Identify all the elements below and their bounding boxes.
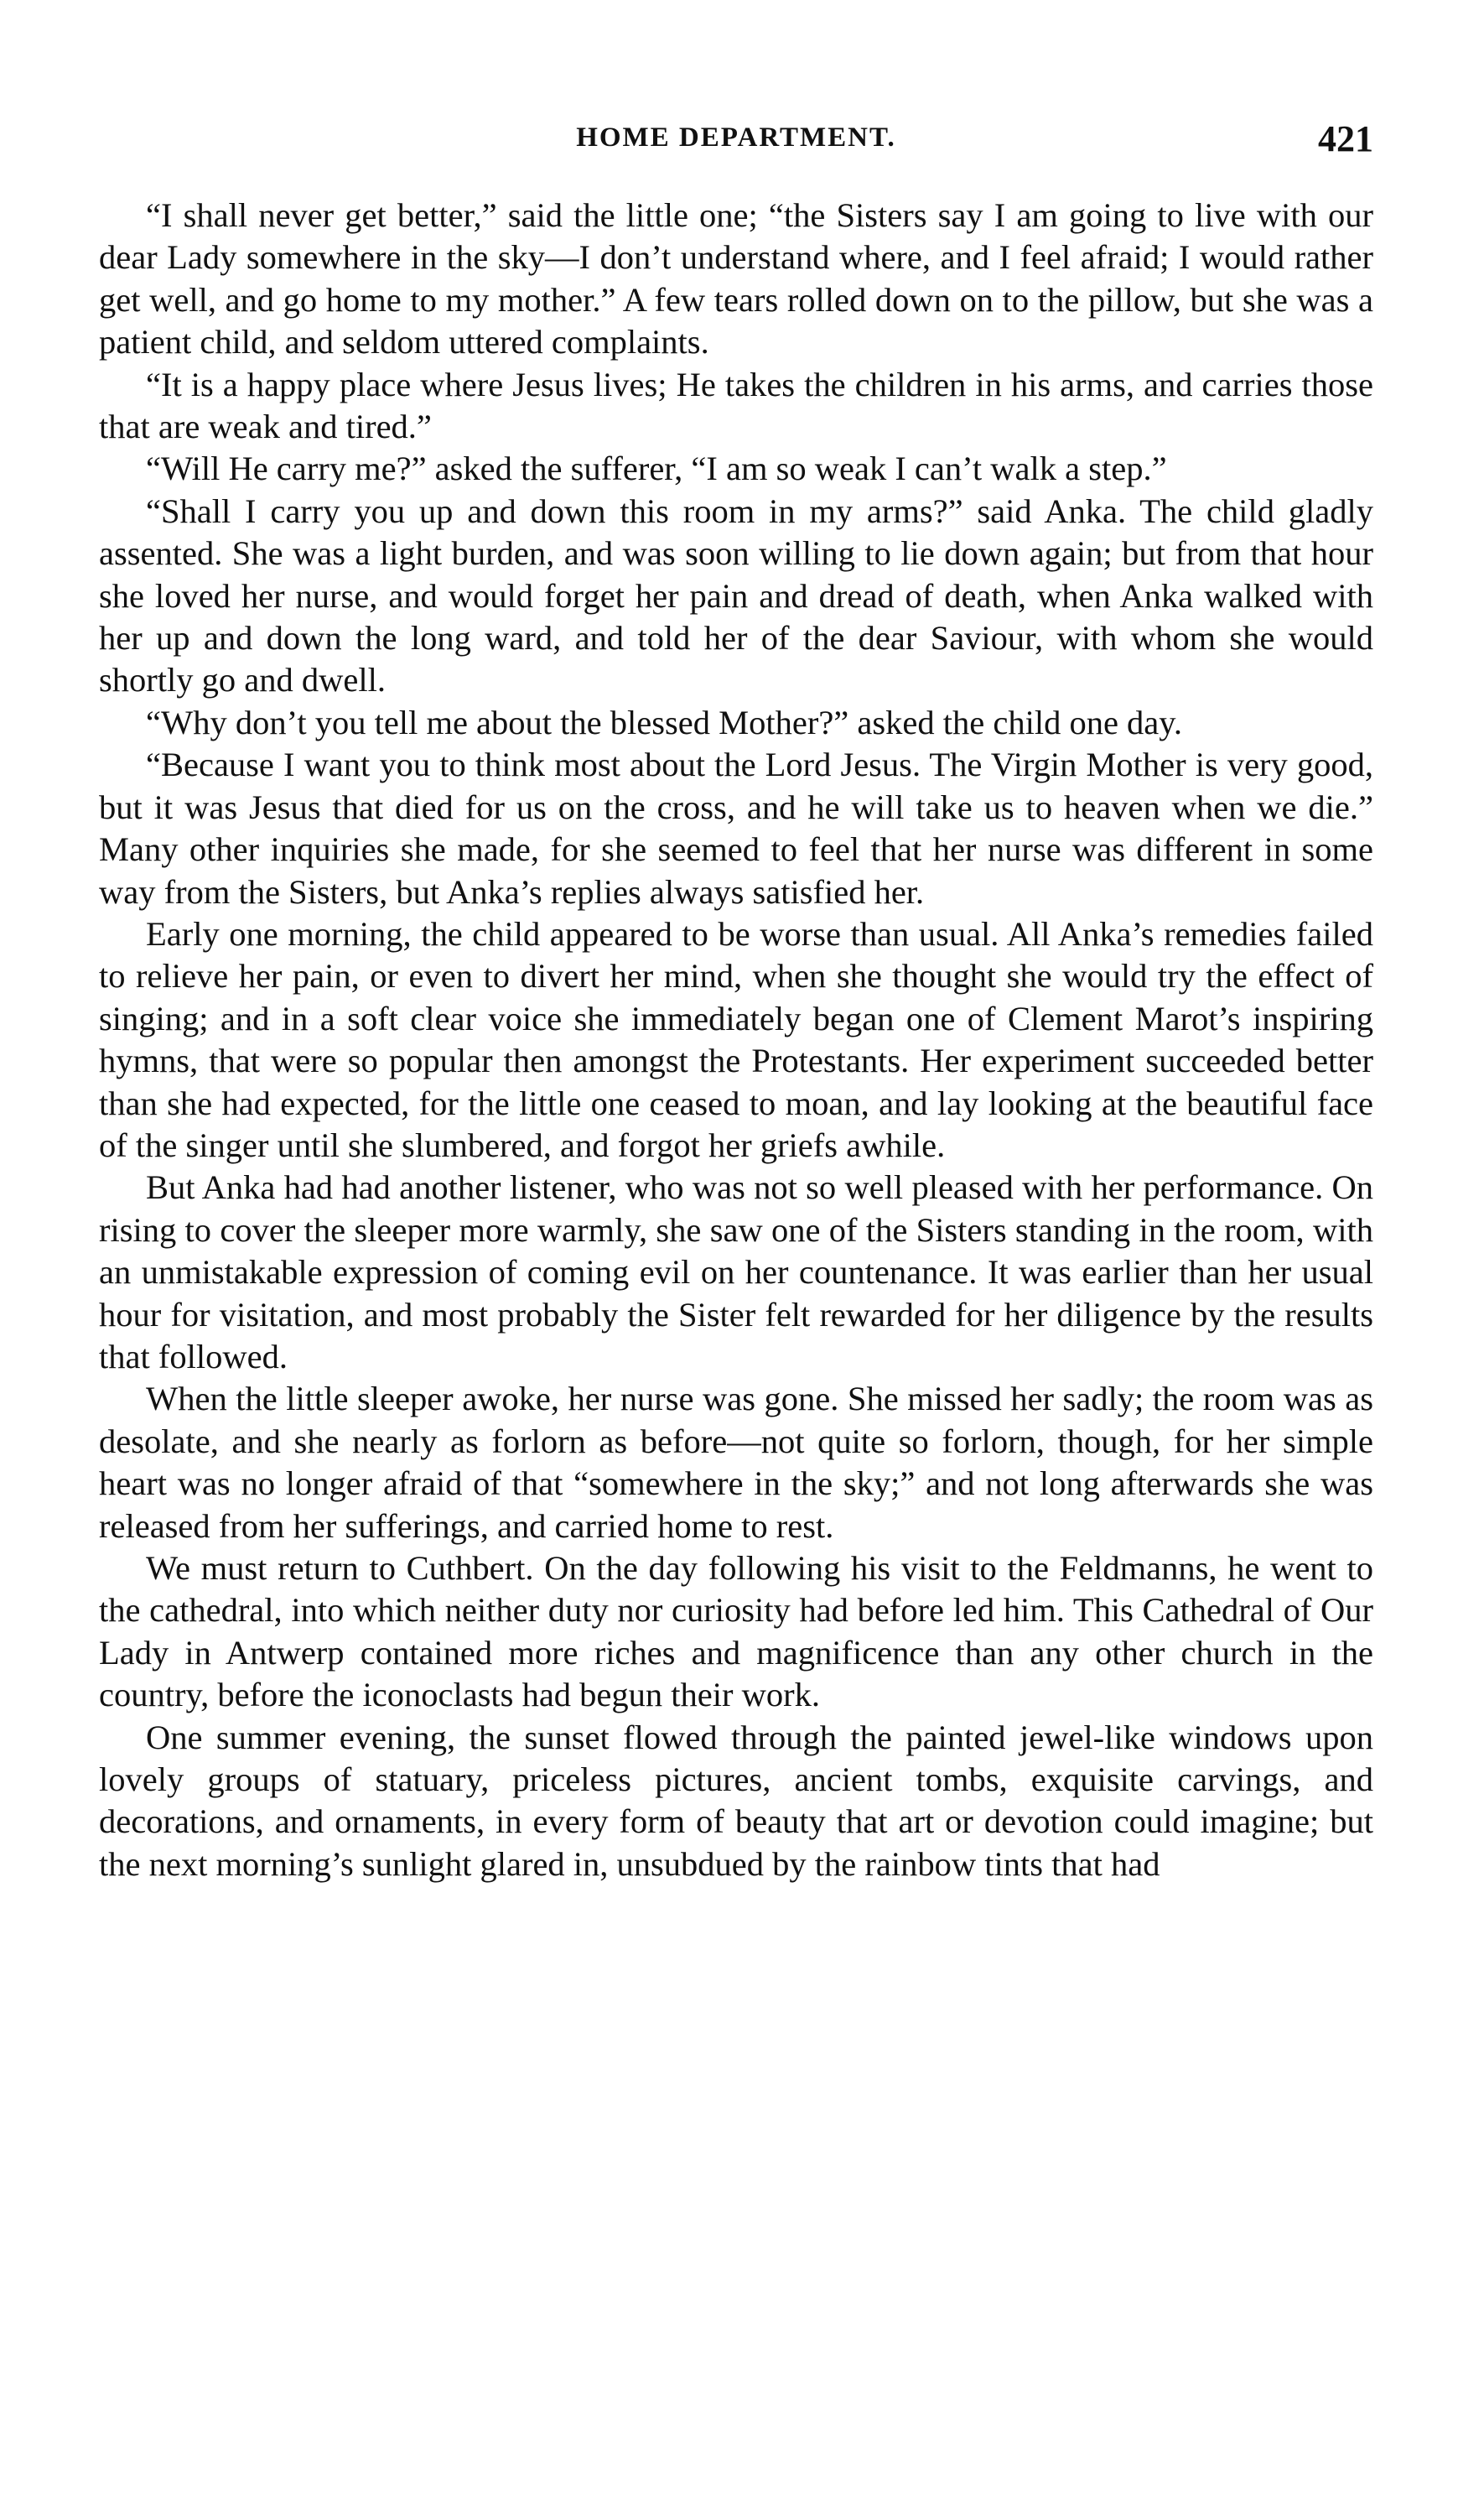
page-number: 421 xyxy=(1318,118,1373,159)
paragraph: “Because I want you to think most about the Lord Jesus. The Virgin Mother is very good, but it was Jesus that died for us on the cross, and he will take us to heaven when we die.” Many other inquiries she made, for she seemed to feel that her nurse was different in some way from the Sisters, but Anka’s replies always satisfied her. xyxy=(99,746,1373,911)
paragraph: One summer evening, the sunset flowed through the painted jewel-like windows upon lovely groups of statuary, priceless pictures, ancient tombs, exquisite carvings, and decorations, and ornaments, in every form of beauty that art or devotion could imagine; but the next morning’s sunlight glared in, unsubdued by the rainbow tints that had xyxy=(99,1718,1373,1883)
paragraph: “It is a happy place where Jesus lives; He takes the children in his arms, and carries those that are weak and tired.” xyxy=(99,365,1373,446)
paragraph: “I shall never get better,” said the little one; “the Sisters say I am going to live with our dear Lady somewhere in the sky—I don’t understand where, and I feel afraid; I would rather get well, and go home to my mother.” A few tears rolled down on to the pillow, but she was a patient child, and seldom uttered complaints. xyxy=(99,196,1373,361)
body-text xyxy=(99,195,1373,1885)
paragraph: When the little sleeper awoke, her nurse was gone. She missed her sadly; the room was as desolate, and she nearly as forlorn as before—not quite so forlorn, though, for her simple heart was no longer afraid of that “somewhere in the sky;” and not long afterwards she was released from her sufferings, and carried home to rest. xyxy=(99,1380,1373,1545)
paragraph: Early one morning, the child appeared to be worse than usual. All Anka’s remedies failed to relieve her pain, or even to divert her mind, when she thought she would try the effect of singing; and in a soft clear voice she immediately began one of Clement Marot’s inspiring hymns, that were so popular then amongst the Protestants. Her experiment succeeded better than she had expected, for the little one ceased to moan, and lay looking at the beautiful face of the singer until she slumbered, and forgot her griefs awhile. xyxy=(99,914,1373,1164)
paragraph: But Anka had had another listener, who was not so well pleased with her performance. On rising to cover the sleeper more warmly, she saw one of the Sisters standing in the room, with an unmistakable expression of coming evil on her countenance. It was earlier than her usual hour for visitation, and most probably the Sister felt rewarded for her diligence by the results that followed. xyxy=(99,1168,1373,1375)
running-title: HOME DEPARTMENT. xyxy=(576,122,896,153)
paragraph: “Shall I carry you up and down this room in my arms?” said Anka. The child gladly assented. She was a light burden, and was soon willing to lie down again; but from that hour she loved her nurse, and would forget her pain and dread of death, when Anka walked with her up and down the long ward, and told her of the dear Saviour, with whom she would shortly go and dwell. xyxy=(99,491,1373,699)
paragraph: We must return to Cuthbert. On the day following his visit to the Feldmanns, he went to the cathedral, into which neither duty nor curiosity had before led him. This Cathedral of Our Lady in Antwerp contained more riches and magnificence than any other church in the country, before the iconoclasts had begun their work. xyxy=(99,1549,1373,1714)
running-header xyxy=(99,117,1373,168)
paragraph: “Why don’t you tell me about the blessed Mother?” asked the child one day. xyxy=(146,703,1183,741)
paragraph: “Will He carry me?” asked the sufferer, “I am so weak I can’t walk a step.” xyxy=(146,450,1167,488)
